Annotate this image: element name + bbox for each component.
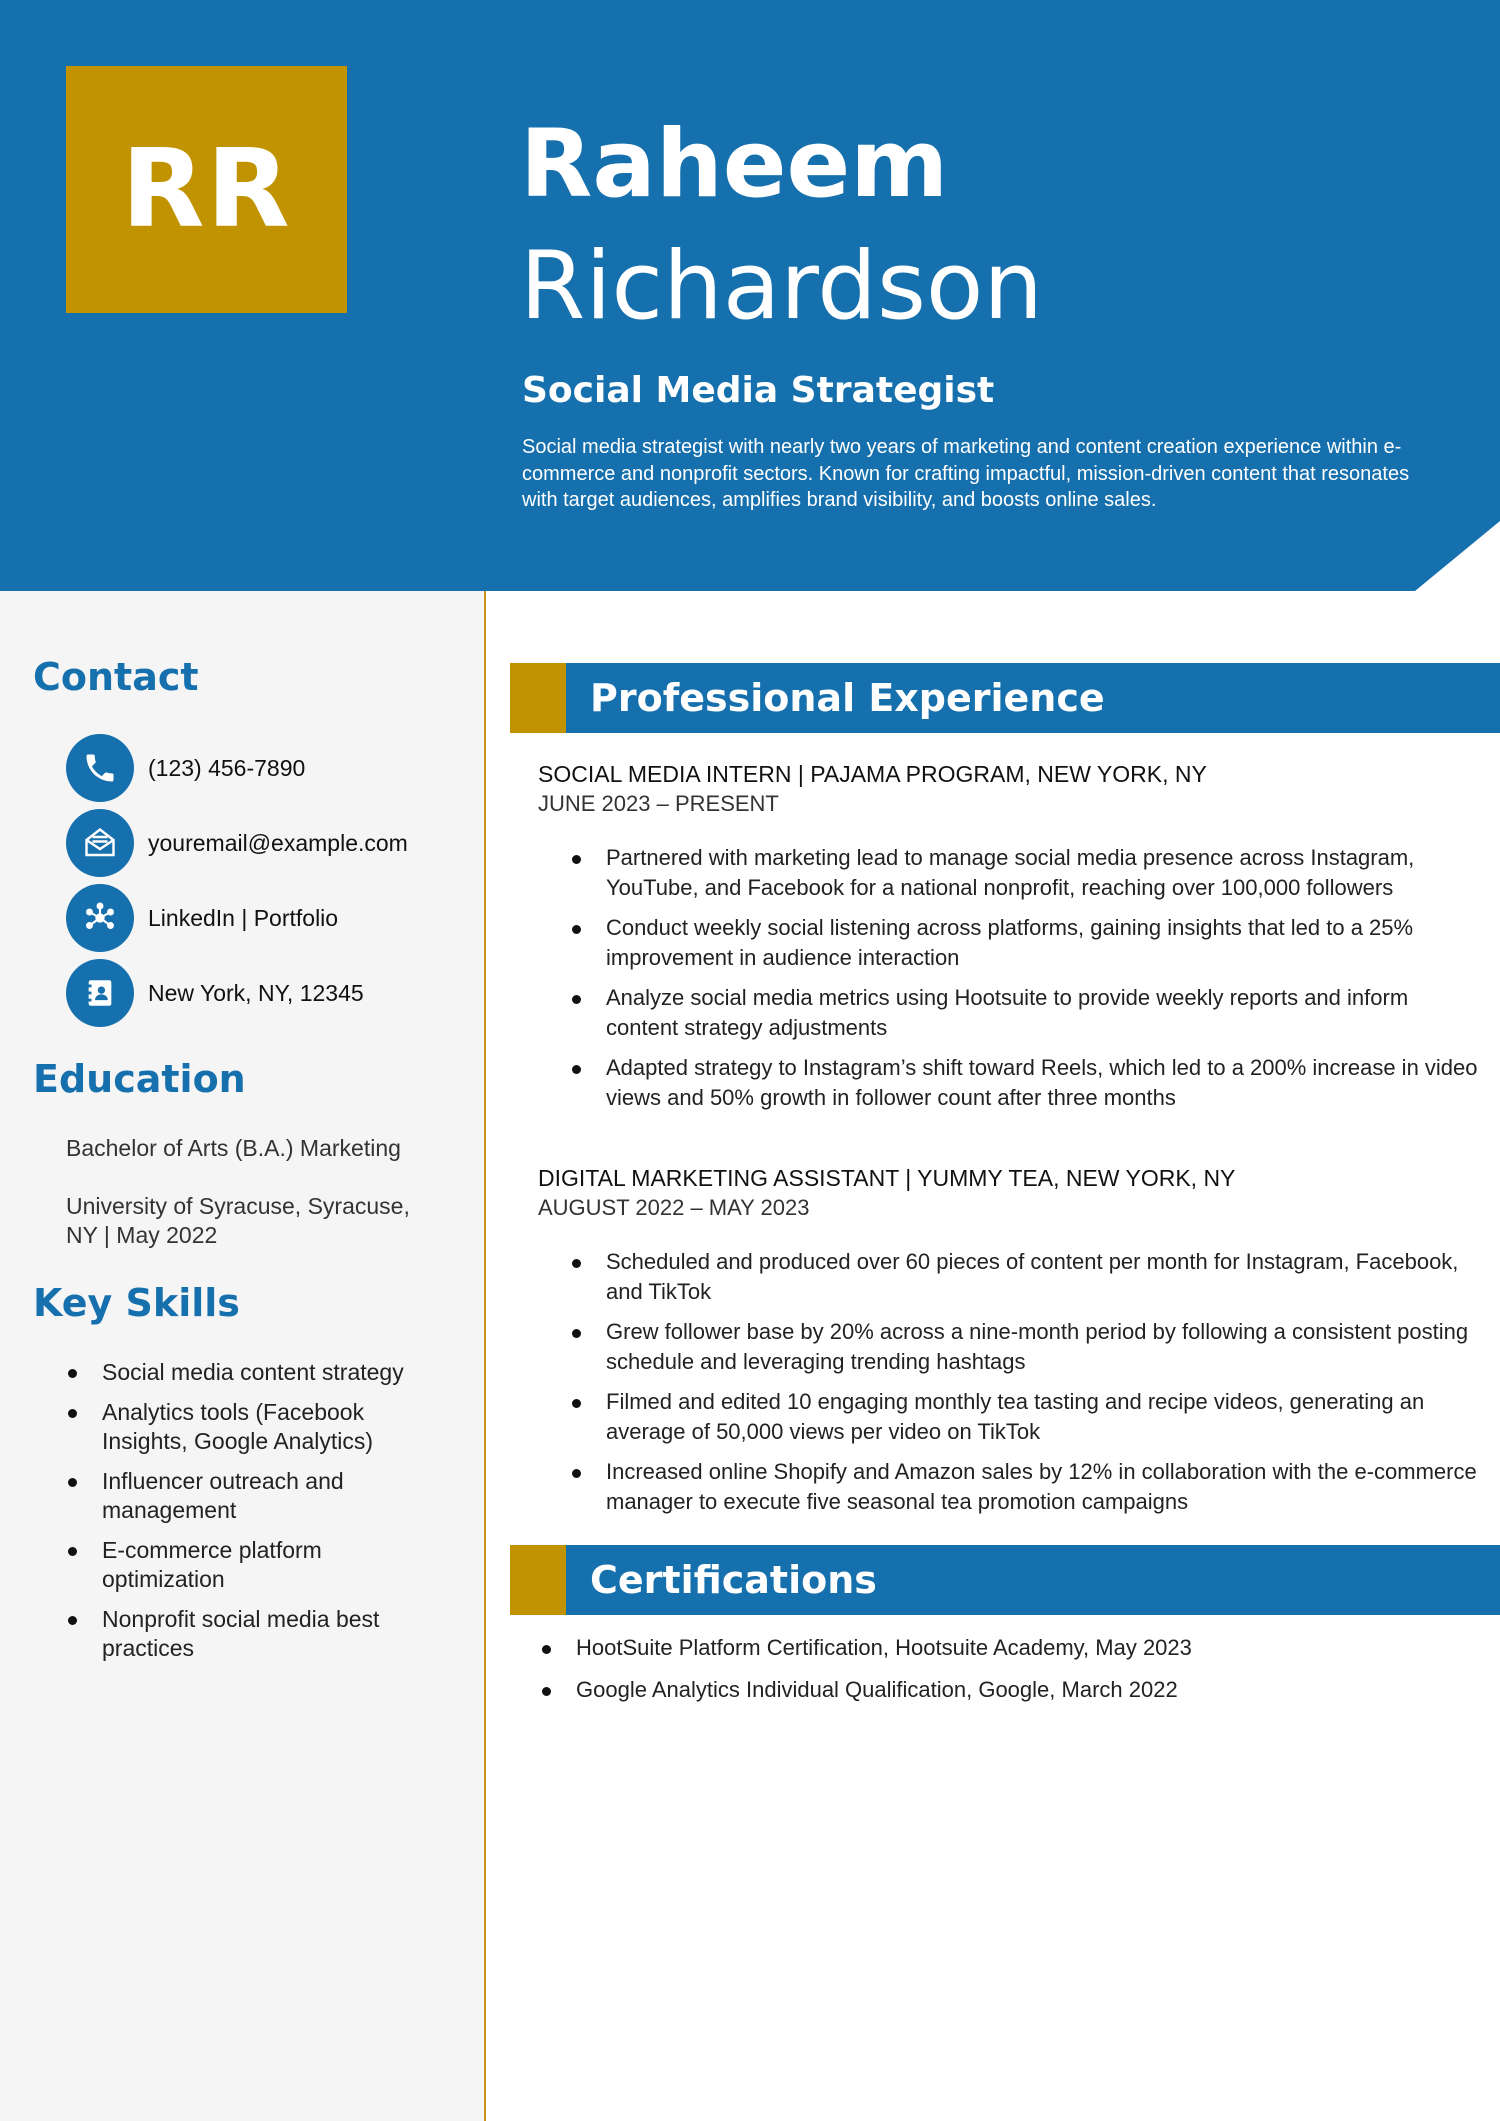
- section-accent: [510, 663, 566, 733]
- certifications-list: [540, 1633, 1480, 1717]
- certification-item: HootSuite Platform Certification, Hootsuite Academy, May 2023: [540, 1633, 1480, 1663]
- section-accent: [510, 1545, 566, 1615]
- contact-location: [66, 959, 364, 1027]
- skills-heading: Key Skills: [33, 1281, 240, 1325]
- job-bullet: Filmed and edited 10 engaging monthly tea tasting and recipe videos, generating an average of 50,000 views per video on TikTok: [570, 1387, 1480, 1447]
- contact-links: [66, 884, 338, 952]
- contact-phone-text[interactable]: (123) 456-7890: [148, 754, 306, 781]
- skills-list: [66, 1358, 436, 1674]
- job-bullet: Scheduled and produced over 60 pieces of content per month for Instagram, Facebook, and TikTok: [570, 1247, 1480, 1307]
- contact-phone: [66, 734, 305, 802]
- monogram-initials: RR: [121, 127, 292, 252]
- job-bullet: Partnered with marketing lead to manage social media presence across Instagram, YouTube, and Facebook for a national nonprofit, reaching over 100,000 followers: [570, 843, 1480, 903]
- job-bullet: Increased online Shopify and Amazon sales by 12% in collaboration with the e-commerce manager to execute five seasonal tea promotion campaigns: [570, 1457, 1480, 1517]
- certification-item: Google Analytics Individual Qualification, Google, March 2022: [540, 1675, 1480, 1705]
- last-name: Richardson: [520, 232, 1044, 341]
- education-degree: Bachelor of Arts (B.A.) Marketing: [66, 1135, 401, 1161]
- job-bullet: Analyze social media metrics using Hootsuite to provide weekly reports and inform content strategy adjustments: [570, 983, 1480, 1043]
- mail-icon: [66, 809, 134, 877]
- monogram-box: [66, 66, 347, 313]
- job-bullets: [570, 843, 1480, 1123]
- job-title-line: SOCIAL MEDIA INTERN | PAJAMA PROGRAM, NEW YORK, NY: [538, 761, 1207, 787]
- contact-links-text[interactable]: LinkedIn | Portfolio: [148, 904, 339, 931]
- experience-section-bar: [510, 663, 1500, 733]
- job-dates: AUGUST 2022 – MAY 2023: [538, 1195, 810, 1220]
- phone-icon: [66, 734, 134, 802]
- job-dates: JUNE 2023 – PRESENT: [538, 791, 779, 816]
- skill-item: Nonprofit social media best practices: [66, 1605, 436, 1663]
- certifications-heading: Certifications: [590, 1558, 877, 1602]
- network-icon: [66, 884, 134, 952]
- job-bullet: Conduct weekly social listening across platforms, gaining insights that led to a 25% improvement in audience interaction: [570, 913, 1480, 973]
- job-title: Social Media Strategist: [522, 370, 995, 411]
- skill-item: Influencer outreach and management: [66, 1467, 436, 1525]
- header-banner: [0, 0, 1500, 591]
- contact-email-text[interactable]: youremail@example.com: [148, 829, 408, 856]
- header-corner-cut: [1415, 521, 1500, 591]
- job-bullet: Adapted strategy to Instagram’s shift toward Reels, which led to a 200% increase in video views and 50% growth in follower count after three months: [570, 1053, 1480, 1113]
- contact-heading: Contact: [33, 655, 199, 699]
- job-title-line: DIGITAL MARKETING ASSISTANT | YUMMY TEA, NEW YORK, NY: [538, 1165, 1236, 1191]
- skill-item: Analytics tools (Facebook Insights, Google Analytics): [66, 1398, 436, 1456]
- skill-item: E-commerce platform optimization: [66, 1536, 436, 1594]
- experience-heading: Professional Experience: [590, 676, 1105, 720]
- contact-email: [66, 809, 408, 877]
- education-heading: Education: [33, 1057, 246, 1101]
- contact-location-text: New York, NY, 12345: [148, 979, 364, 1006]
- job-bullet: Grew follower base by 20% across a nine-month period by following a consistent posting schedule and leveraging trending hashtags: [570, 1317, 1480, 1377]
- job-bullets: [570, 1247, 1480, 1527]
- skill-item: Social media content strategy: [66, 1358, 436, 1387]
- certifications-section-bar: [510, 1545, 1500, 1615]
- first-name: Raheem: [520, 110, 949, 219]
- address-book-icon: [66, 959, 134, 1027]
- profile-summary: Social media strategist with nearly two years of marketing and content creation experience within e-commerce and nonprofit sectors. Known for crafting impactful, mission-driven content that resonates with target audiences, amplifies brand visibility, and boosts online sales.: [522, 436, 1410, 511]
- education-school: University of Syracuse, Syracuse, NY | May 2022: [66, 1193, 410, 1248]
